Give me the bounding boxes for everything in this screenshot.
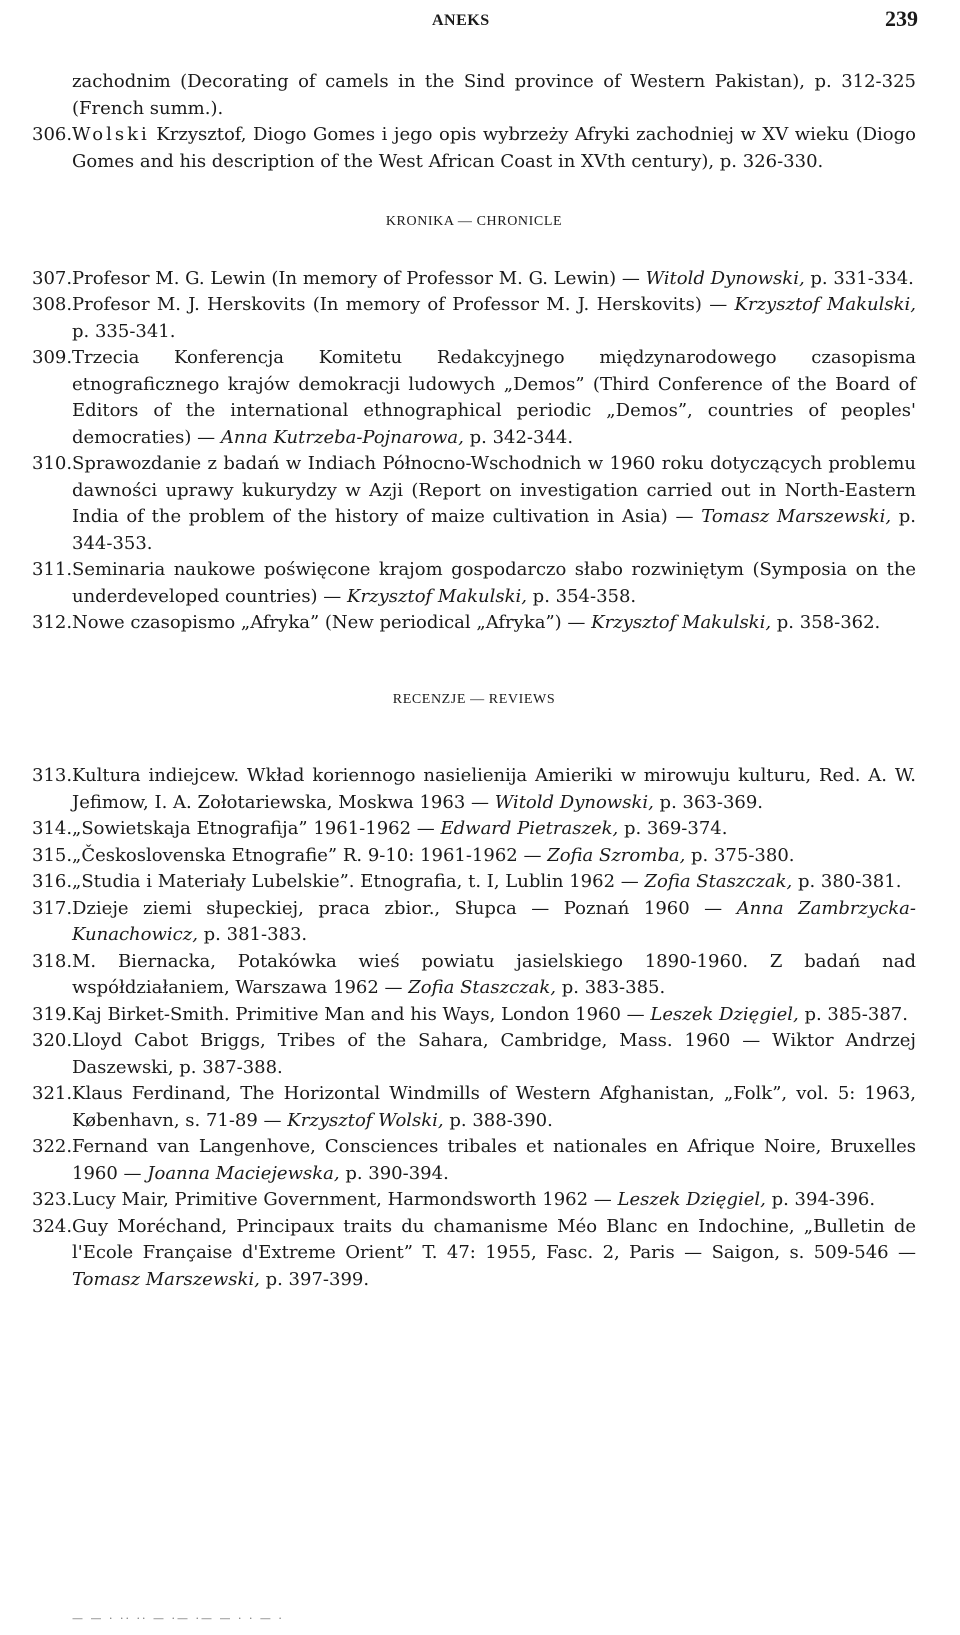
entry-number: 319. (32, 1003, 73, 1025)
list-item (32, 949, 916, 1002)
entry-pages: p. 344-353. (72, 506, 917, 554)
reviews-list (32, 763, 916, 1293)
entry-pages: p. 390-394. (339, 1162, 449, 1184)
running-title: ANEKS (432, 12, 490, 29)
entry-body: „Československa Etnografie” R. 9-10: 1961-1962 — (72, 844, 548, 866)
entry-number: 323. (32, 1189, 73, 1210)
entry-number: 307. (32, 267, 73, 289)
entry-body: Nowe czasopismo „Afryka” (New periodical „Afryka”) — (72, 612, 592, 633)
entry-author: Zofia Szromba, (547, 844, 686, 866)
entry-text (72, 610, 916, 637)
list-item (32, 1134, 916, 1187)
entry-text (72, 345, 916, 451)
entry-text: zachodnim (Decorating of camels in the Sind province of Western Pakistan), p. 312-325 (French summ.). (72, 71, 916, 119)
entry-text (72, 451, 916, 557)
entry-author: Krzysztof Makulski, (591, 612, 772, 633)
entry-author: Tomasz Marszewski, (72, 1268, 260, 1290)
list-item (32, 896, 916, 949)
entry-body: Profesor M. G. Lewin (In memory of Professor M. G. Lewin) — (72, 267, 646, 289)
list-item (32, 266, 916, 293)
entry-author: Leszek Dzięgiel, (650, 1003, 799, 1025)
entry-text (72, 292, 916, 345)
entry-body: „Studia i Materiały Lubelskie”. Etnografia, t. I, Lublin 1962 — (72, 871, 645, 892)
entry-text (72, 1002, 916, 1029)
entry-author: Krzysztof Makulski, (734, 294, 917, 315)
entry-number: 317. (32, 897, 73, 919)
entry-author: Joanna Maciejewska, (147, 1162, 340, 1184)
entry-text (72, 869, 916, 896)
entry-pages: p. 388-390. (443, 1109, 553, 1131)
entry-author-spaced: Wolski (72, 124, 150, 145)
list-item (32, 763, 916, 816)
entry-text (72, 896, 916, 949)
entry-body: Seminaria naukowe poświęcone krajom gospodarczo słabo rozwiniętym (Symposia on the underdeveloped countries) — (72, 559, 916, 607)
entry-text (72, 1134, 916, 1187)
entry-text (72, 557, 916, 610)
entry-pages: p. 383-385. (556, 977, 666, 998)
list-item (32, 816, 916, 843)
list-item (32, 1028, 916, 1081)
entry-number: 312. (32, 612, 73, 633)
entry-author: Edward Pietraszek, (440, 818, 619, 839)
entry-number: 321. (32, 1083, 73, 1104)
entry-text (72, 1028, 916, 1081)
entry-text (72, 122, 916, 175)
entry-number: 309. (32, 347, 73, 368)
entry-body: Kultura indiejcew. Wkład koriennogo nasielienija Amieriki w mirowuju kulturu, Red. A. W. Jefimow, I. A. Zołotariewska, Moskwa 1963 — (72, 765, 916, 813)
entry-pages: p. 375-380. (685, 844, 795, 866)
entry-pages: p. 342-344. (463, 426, 574, 448)
entry-author: Tomasz Marszewski, (701, 506, 892, 527)
page-number: 239 (885, 6, 918, 31)
entry-author: Leszek Dzięgiel, (617, 1189, 766, 1210)
entry-body: Trzecia Konferencja Komitetu Redakcyjnego międzynarodowego czasopisma etnograficznego krajów demokracji ludowych „Demos” (Third Conference of the Board of Editors of the international ethnographical periodic „Demos”, countries of peoples' democraties) — (72, 347, 916, 448)
entry-number: 308. (32, 294, 73, 315)
page-header (0, 6, 960, 34)
entry-text (72, 1187, 916, 1214)
entry-author: Anna Zambrzycka-Kunachowicz, (72, 897, 916, 945)
entry-number: 313. (32, 765, 73, 786)
entry-number: 311. (32, 559, 73, 580)
entry-number: 315. (32, 844, 73, 866)
entry-author: Witold Dynowski, (494, 791, 654, 813)
list-item (32, 1214, 916, 1294)
entry-number: 306. (32, 124, 73, 145)
entry-text (72, 266, 916, 293)
list-item (32, 557, 916, 610)
list-item (32, 610, 916, 637)
entry-pages: p. 354-358. (526, 585, 637, 607)
entry-body: Kaj Birket-Smith. Primitive Man and his Ways, London 1960 — (72, 1003, 651, 1025)
entry-pages: p. 381-383. (197, 924, 308, 945)
entry-number: 310. (32, 453, 73, 474)
entry-body: „Sowietskaja Etnografija” 1961-1962 — (72, 818, 441, 839)
list-item (32, 69, 916, 122)
page-content (32, 69, 916, 1293)
list-item (32, 1187, 916, 1214)
entry-author: Zofia Staszczak, (644, 871, 793, 892)
entry-pages: p. 394-396. (765, 1189, 876, 1210)
entry-text (72, 843, 916, 870)
list-item (32, 1081, 916, 1134)
entry-number: 320. (32, 1030, 73, 1051)
entry-body: Lloyd Cabot Briggs, Tribes of the Sahara, Cambridge, Mass. 1960 — Wiktor Andrzej Daszewski, p. 387-388. (72, 1030, 916, 1078)
entry-number: 324. (32, 1215, 73, 1237)
entry-body: Dzieje ziemi słupeckiej, praca zbior., Słupca — Poznań 1960 — (72, 897, 737, 919)
entry-body: Lucy Mair, Primitive Government, Harmondsworth 1962 — (72, 1189, 618, 1210)
entry-text (72, 1214, 916, 1294)
entry-author: Zofia Staszczak, (408, 977, 557, 998)
list-item (32, 345, 916, 451)
entry-body: Klaus Ferdinand, The Horizontal Windmills of Western Afghanistan, „Folk”, vol. 5: 1963, København, s. 71-89 — (72, 1083, 916, 1131)
entry-body: M. Biernacka, Potakówka wieś powiatu jasielskiego 1890-1960. Z badań nad współdziałaniem, Warszawa 1962 — (72, 950, 916, 998)
entry-text (72, 949, 916, 1002)
section-heading-reviews: RECENZJE — REVIEWS (392, 691, 556, 707)
list-item (32, 292, 916, 345)
list-item (32, 451, 916, 557)
entry-author: Krzysztof Wolski, (287, 1109, 444, 1131)
chronicle-list (32, 266, 916, 637)
entry-number: 316. (32, 871, 73, 892)
entry-body: Profesor M. J. Herskovits (In memory of Professor M. J. Herskovits) — (72, 294, 735, 315)
entry-pages: p. 380-381. (792, 871, 902, 892)
entry-author: Anna Kutrzeba-Pojnarowa, (220, 426, 464, 448)
entry-number: 322. (32, 1136, 73, 1157)
entry-body: Sprawozdanie z badań w Indiach Północno-Wschodnich w 1960 roku dotyczących problemu dawności uprawy kukurydzy w Azji (Report on investigation carried out in North-Eastern India of the problem of the history of maize cultivation in Asia) — (72, 453, 916, 527)
section-heading-chronicle: KRONIKA — CHRONICLE (385, 214, 563, 229)
entry-text (72, 763, 916, 816)
entry-author: Krzysztof Makulski, (347, 585, 527, 607)
entry-number: 318. (32, 950, 73, 972)
scan-artifact-marks: — — · ·· ·· — ·— ·— — · · — · (72, 1612, 284, 1625)
entry-pages: p. 385-387. (798, 1003, 908, 1025)
list-item (32, 1002, 916, 1029)
list-item (32, 122, 916, 175)
entry-pages: p. 363-369. (653, 791, 764, 813)
entry-body: Guy Moréchand, Principaux traits du chamanisme Méo Blanc en Indochine, „Bulletin de l'Ecole Française d'Extreme Orient” T. 47: 1955, Fasc. 2, Paris — Saigon, s. 509-546 — (72, 1215, 916, 1263)
entry-pages: p. 358-362. (771, 612, 881, 633)
entry-author: Witold Dynowski, (645, 267, 805, 289)
entry-pages: p. 335-341. (72, 320, 176, 342)
list-item (32, 869, 916, 896)
entry-pages: p. 369-374. (618, 818, 728, 839)
entry-text (72, 816, 916, 843)
entry-text (72, 1081, 916, 1134)
entry-body: Krzysztof, Diogo Gomes i jego opis wybrzeży Afryki zachodniej w XV wieku (Diogo Gomes and his description of the West African Coast in XVth century), p. 326-330. (72, 124, 916, 172)
list-item (32, 843, 916, 870)
entry-body: Fernand van Langenhove, Consciences tribales et nationales en Afrique Noire, Bruxelles 1960 — (72, 1136, 916, 1184)
entry-number: 314. (32, 818, 73, 839)
entry-pages: p. 397-399. (259, 1268, 370, 1290)
entry-pages: p. 331-334. (804, 267, 914, 289)
